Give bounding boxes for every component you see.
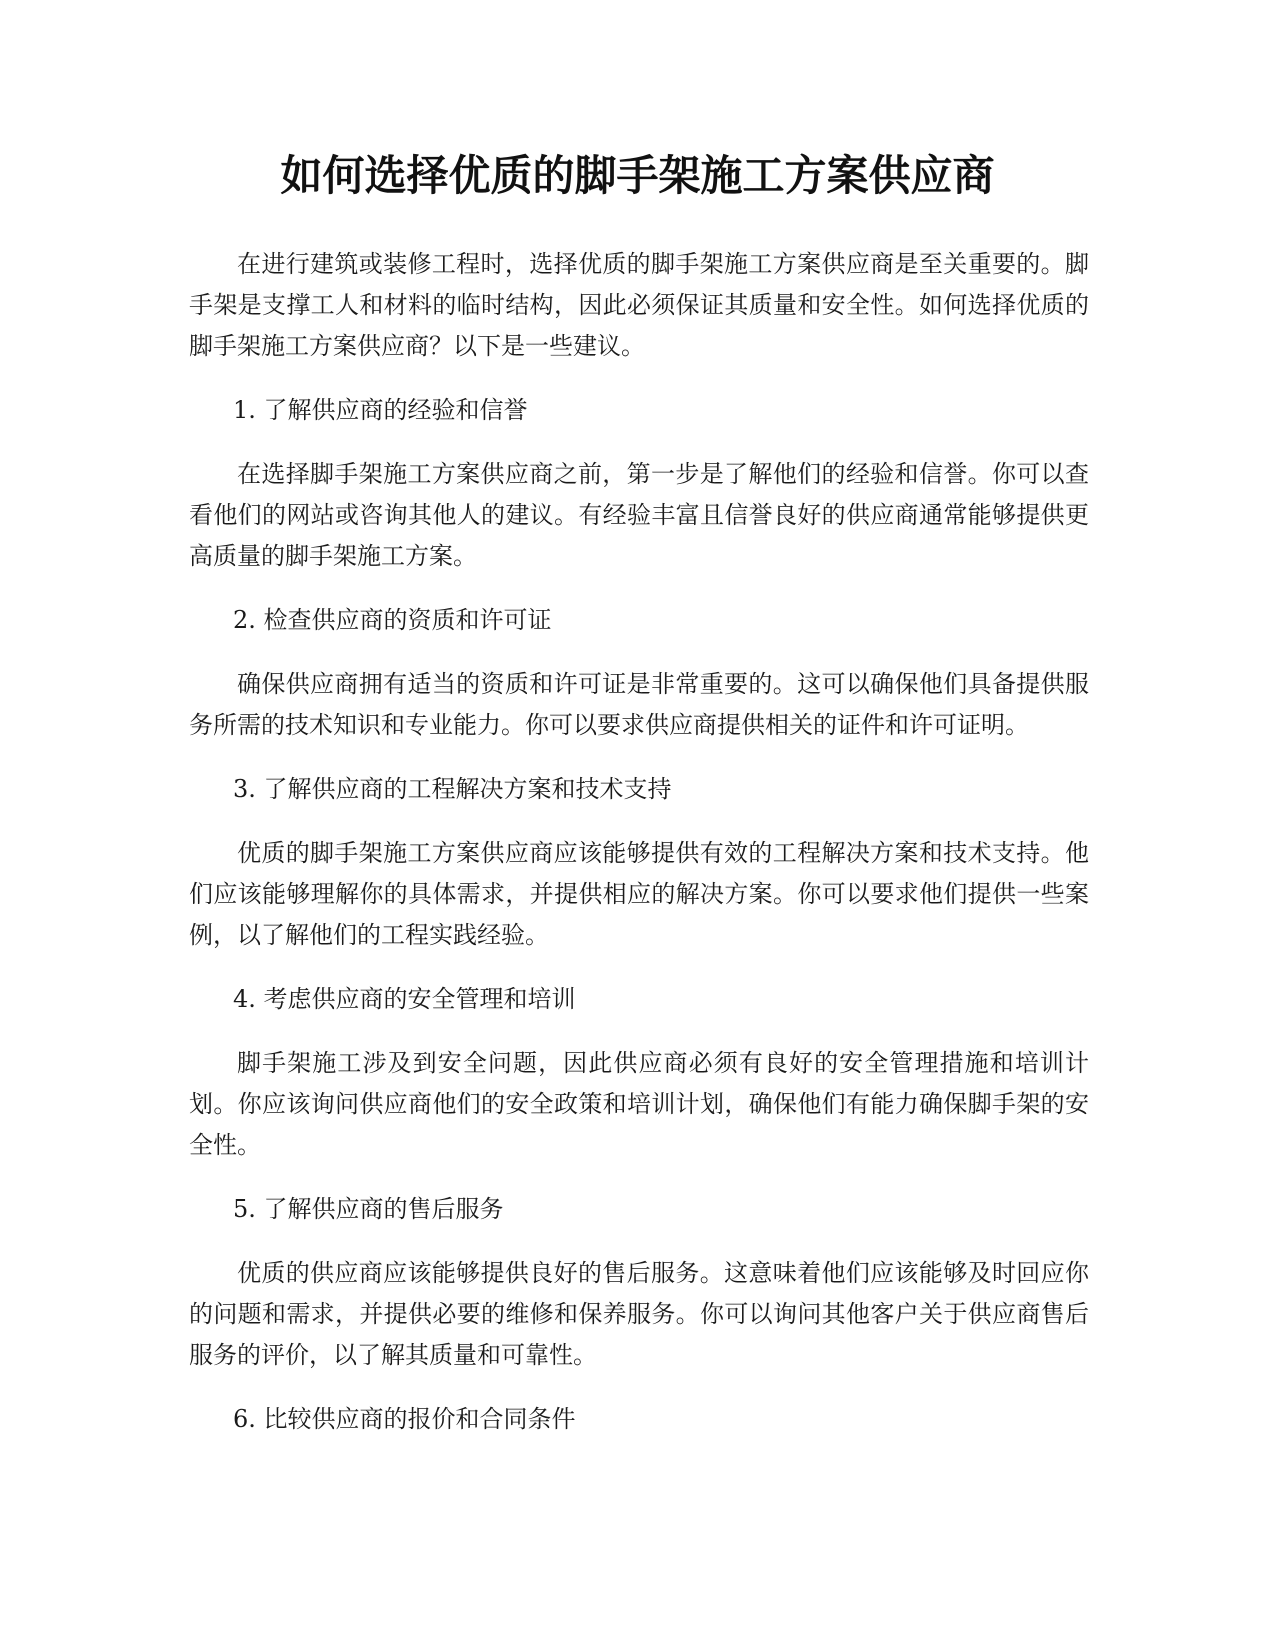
section-paragraph: 优质的脚手架施工方案供应商应该能够提供有效的工程解决方案和技术支持。他们应该能够理解你的具体需求，并提供相应的解决方案。你可以要求他们提供一些案例，以了解他们的工程实践经验。 — [189, 839, 1089, 949]
section-heading: 1. 了解供应商的经验和信誉 — [233, 396, 528, 424]
section-heading: 3. 了解供应商的工程解决方案和技术支持 — [233, 775, 672, 803]
section-heading: 4. 考虑供应商的安全管理和培训 — [233, 985, 576, 1013]
section-paragraph: 确保供应商拥有适当的资质和许可证是非常重要的。这可以确保他们具备提供服务所需的技术知识和专业能力。你可以要求供应商提供相关的证件和许可证明。 — [189, 670, 1089, 739]
section-heading: 2. 检查供应商的资质和许可证 — [233, 606, 552, 634]
document-title: 如何选择优质的脚手架施工方案供应商 — [280, 151, 995, 200]
section-heading: 5. 了解供应商的售后服务 — [233, 1195, 504, 1223]
section-paragraph: 脚手架施工涉及到安全问题，因此供应商必须有良好的安全管理措施和培训计划。你应该询问供应商他们的安全政策和培训计划，确保他们有能力确保脚手架的安全性。 — [189, 1049, 1089, 1159]
section-heading: 6. 比较供应商的报价和合同条件 — [233, 1405, 576, 1433]
section-paragraph: 在选择脚手架施工方案供应商之前，第一步是了解他们的经验和信誉。你可以查看他们的网站或咨询其他人的建议。有经验丰富且信誉良好的供应商通常能够提供更高质量的脚手架施工方案。 — [189, 460, 1089, 570]
intro-paragraph: 在进行建筑或装修工程时，选择优质的脚手架施工方案供应商是至关重要的。脚手架是支撑工人和材料的临时结构，因此必须保证其质量和安全性。如何选择优质的脚手架施工方案供应商？以下是一些建议。 — [189, 250, 1089, 360]
document-body — [189, 244, 1089, 1440]
section-paragraph: 优质的供应商应该能够提供良好的售后服务。这意味着他们应该能够及时回应你的问题和需求，并提供必要的维修和保养服务。你可以询问其他客户关于供应商售后服务的评价，以了解其质量和可靠性。 — [189, 1259, 1089, 1369]
